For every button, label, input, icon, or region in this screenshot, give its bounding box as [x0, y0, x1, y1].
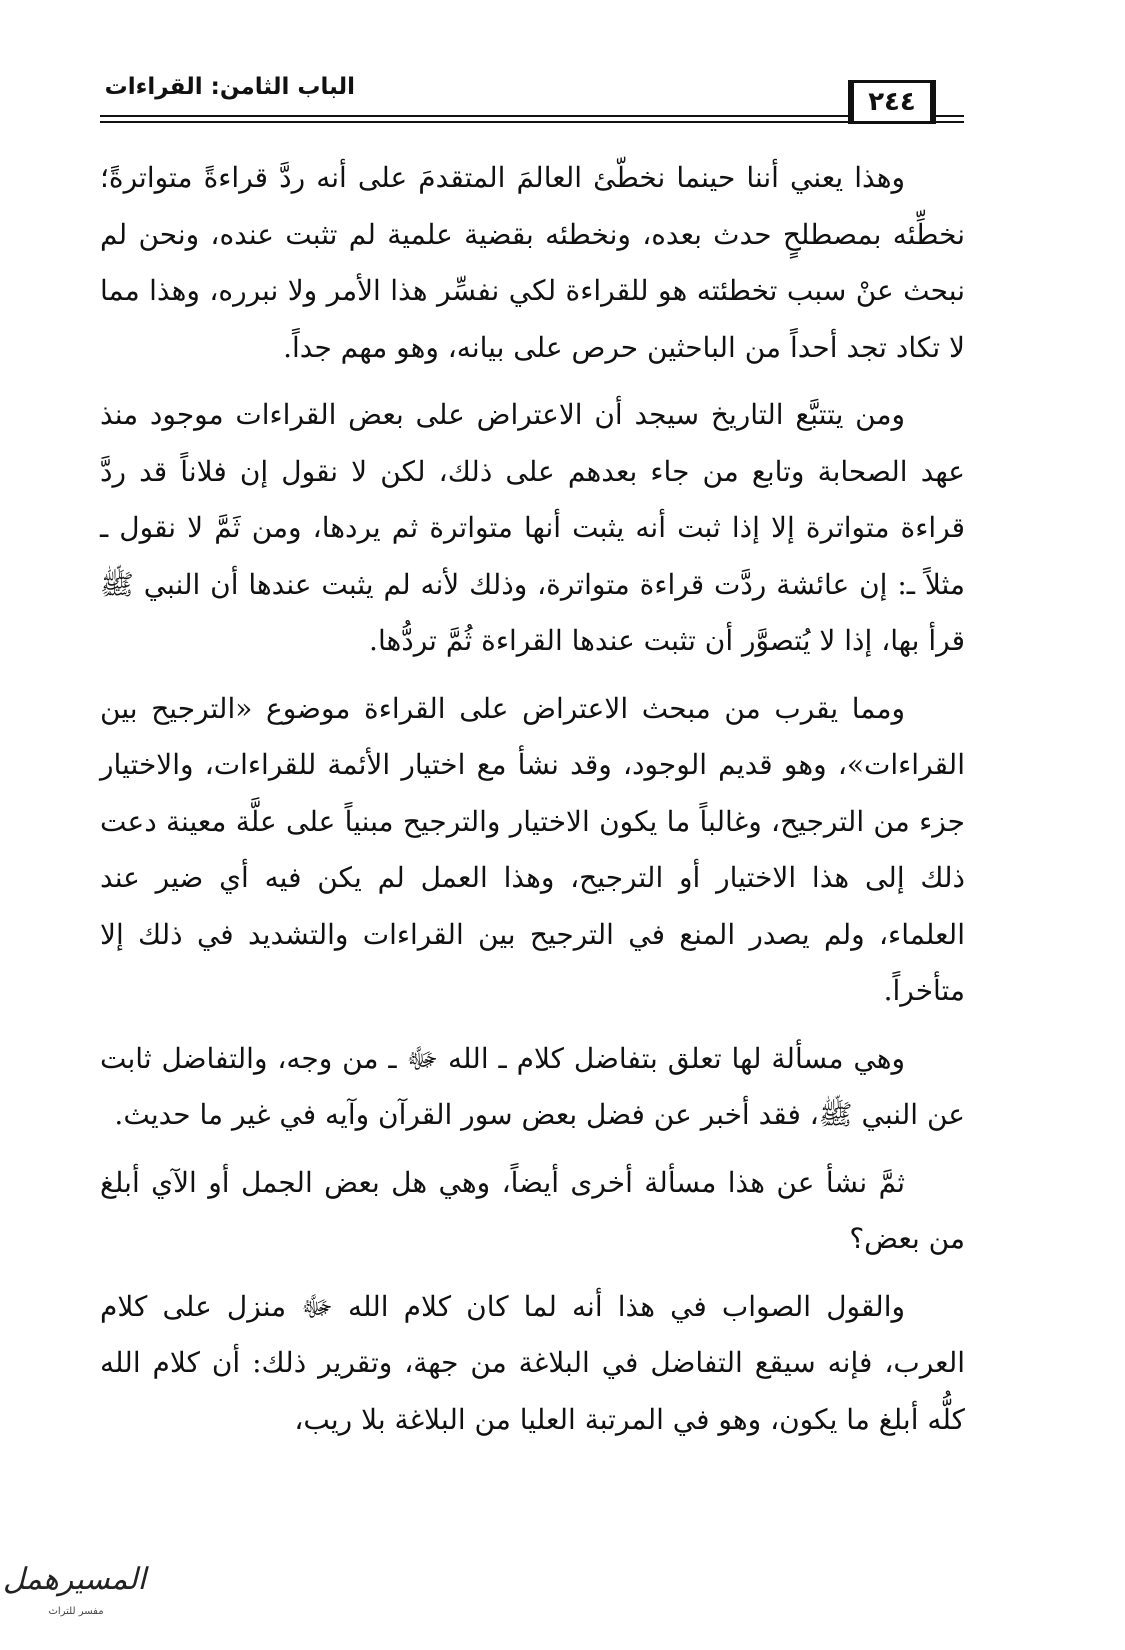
paragraph: ومما يقرب من مبحث الاعتراض على القراءة موضوع «الترجيح بين القراءات»، وهو قديم الوجود، وقد نشأ مع اختيار الأئمة للقراءات، والاختيار جزء من الترجيح، وغالباً ما يكون الاختيار والترجيح مبنياً على علَّة معينة دعت ذلك إلى هذا الاختيار أو الترجيح، وهذا العمل لم يكن فيه أي ضير عند العلماء، ولم يصدر المنع في الترجيح بين القراءات والتشديد في ذلك إلا متأخراً. — [100, 691, 966, 1007]
body-text — [100, 150, 965, 1459]
page-number: ٢٤٤ — [868, 87, 916, 117]
watermark-logo — [2, 1562, 146, 1638]
header-rule-right-top — [936, 115, 964, 117]
watermark-logo-text: المسيرهمل — [2, 1562, 146, 1597]
page-number-frame — [848, 80, 936, 124]
paragraph: ومن يتتبَّع التاريخ سيجد أن الاعتراض على بعض القراءات موجود منذ عهد الصحابة وتابع من جاء بعدهم على ذلك، لكن لا نقول إن فلاناً قد ردَّ قراءة متواترة إلا إذا ثبت أنه يثبت أنها متواترة ثم يردها، ومن ثَمَّ لا نقول ـ مثلاً ـ: إن عائشة ردَّت قراءة متواترة، وذلك لأنه لم يثبت عندها أن النبي ﷺ قرأ بها، إذا لا يُتصوَّر أن تثبت عندها القراءة ثُمَّ تردُّها. — [100, 398, 965, 657]
paragraph: ثمَّ نشأ عن هذا مسألة أخرى أيضاً، وهي هل بعض الجمل أو الآي أبلغ من بعض؟ — [100, 1165, 965, 1255]
paragraph: والقول الصواب في هذا أنه لما كان كلام الله ﷻ منزل على كلام العرب، فإنه سيقع التفاضل في البلاغة من جهة، وتقرير ذلك: أن كلام الله كلُّه أبلغ ما يكون، وهو في المرتبة العليا من البلاغة بلا ريب، — [100, 1289, 965, 1436]
header-rule-right-bottom — [936, 121, 964, 123]
watermark-logo-subtext: مفسر للتراث — [48, 1606, 104, 1617]
running-title: الباب الثامن: القراءات — [104, 74, 355, 100]
header-rule-top — [100, 115, 848, 117]
paragraph: وهي مسألة لها تعلق بتفاضل كلام ـ الله ﷻ ـ من وجه، والتفاضل ثابت عن النبي ﷺ، فقد أخبر عن فضل بعض سور القرآن وآيه في غير ما حديث. — [100, 1041, 965, 1131]
header-rule-bottom — [100, 121, 848, 123]
paragraph: وهذا يعني أننا حينما نخطّئ العالمَ المتقدمَ على أنه ردَّ قراءةً متواترةً؛ نخطِّئه بمصطلحٍ حدث بعده، ونخطئه بقضية علمية لم تثبت عنده، ونحن لم نبحث عنْ سبب تخطئته هو للقراءة لكي نفسِّر هذا الأمر ولا نبرره، وهذا مما لا تكاد تجد أحداً من الباحثين حرص على بيانه، وهو مهم جداً. — [100, 161, 965, 364]
